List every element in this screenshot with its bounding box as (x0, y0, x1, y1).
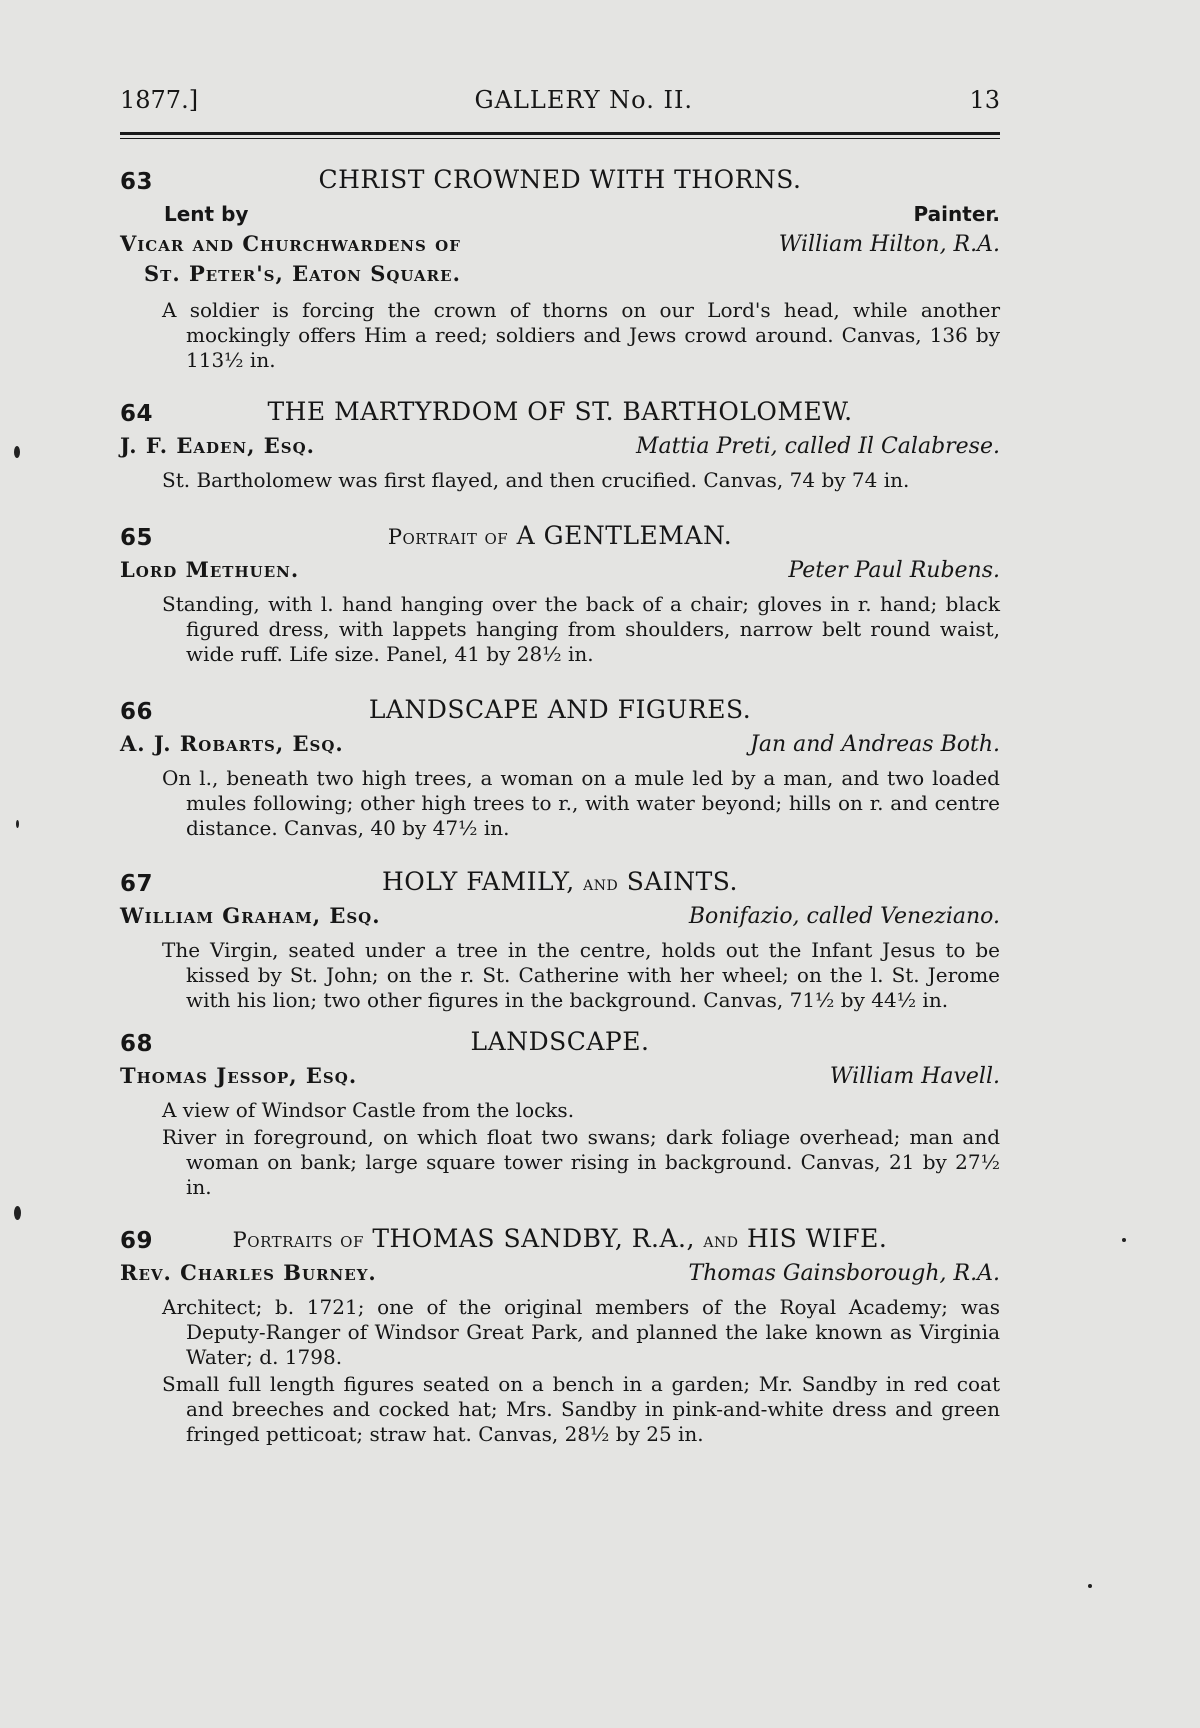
lender-line (120, 729, 1000, 760)
entry-title-line (120, 1027, 1000, 1061)
header-rule-thick (120, 132, 1000, 135)
entry-title-connector: and (703, 1228, 739, 1252)
lender-line (120, 555, 1000, 586)
painter-name: Peter Paul Rubens. (788, 558, 1000, 583)
entry-description: On l., beneath two high trees, a woman on a mule led by a man, and two loaded mules following; other high trees to r., with water beyond; hills on r. and centre distance. Canvas, 40 by 47½ in. (162, 766, 1000, 840)
entry-title: THOMAS SANDBY, R.A., (372, 1224, 695, 1253)
entry-title-line (120, 1224, 1000, 1258)
entry-description: Standing, with l. hand hanging over the back of a chair; gloves in r. hand; black figured dress, with lappets hanging from shoulders, narrow belt round waist, wide ruff. Life size. Panel, 41 by 28½ in. (162, 592, 1000, 666)
entry-number: 64 (120, 401, 154, 427)
entry-title-prefix: Portrait of (387, 525, 509, 549)
page-content (120, 86, 1000, 1447)
painter-name: William Havell. (829, 1064, 1000, 1089)
painter-heading: Painter. (913, 202, 1000, 226)
entry-title: LANDSCAPE. (470, 1027, 650, 1056)
painter-name: Jan and Andreas Both. (750, 732, 1000, 757)
entry-title-line (120, 867, 1000, 901)
catalogue-entry (120, 165, 1000, 373)
page-number: 13 (969, 86, 1000, 114)
painter-name: Bonifazio, called Veneziano. (688, 904, 1000, 929)
scan-speck (14, 1206, 21, 1220)
painter-name: William Hilton, R.A. (778, 232, 1000, 257)
entry-number: 69 (120, 1228, 154, 1254)
entry-title-line (120, 695, 1000, 729)
year-label: 1877.] (120, 86, 199, 114)
lender-name: Thomas Jessop, Esq. (120, 1063, 358, 1088)
entry-title-line (120, 165, 1000, 199)
scan-speck (1088, 1584, 1092, 1588)
lender-name: Rev. Charles Burney. (120, 1260, 377, 1285)
entry-title-end: HIS WIFE. (746, 1224, 888, 1253)
entry-title-connector: and (583, 871, 619, 895)
entry-number: 63 (120, 169, 154, 195)
lender-name-continued: St. Peter's, Eaton Square. (144, 261, 461, 286)
entry-description: St. Bartholomew was first flayed, and then crucified. Canvas, 74 by 74 in. (162, 468, 910, 492)
lender-name: A. J. Robarts, Esq. (120, 731, 344, 756)
header-rule-thin (120, 138, 1000, 139)
entry-title-line (120, 521, 1000, 555)
entry-description: A soldier is forcing the crown of thorns on our Lord's head, while another mockingly offers Him a reed; soldiers and Jews crowd around. Canvas, 136 by 113½ in. (162, 298, 1000, 372)
entry-title-line (120, 397, 1000, 431)
entry-description-continued: Small full length figures seated on a bench in a garden; Mr. Sandby in red coat and breeches and cocked hat; Mrs. Sandby in pink-and-white dress and green fringed petticoat; straw hat. Canvas, 28½ by 25 in. (162, 1372, 1000, 1446)
catalogue-entry (120, 521, 1000, 667)
entry-title: HOLY FAMILY, (382, 867, 575, 896)
lender-line (120, 901, 1000, 932)
lender-name: Vicar and Churchwardens of (120, 231, 461, 256)
column-headings (120, 199, 1000, 229)
lender-line (120, 1258, 1000, 1289)
entry-description: A view of Windsor Castle from the locks. (162, 1098, 575, 1122)
entry-description: Architect; b. 1721; one of the original members of the Royal Academy; was Deputy-Ranger of Windsor Great Park, and planned the lake known as Virginia Water; d. 1798. (162, 1295, 1000, 1369)
entry-number: 65 (120, 525, 154, 551)
catalogue-entry (120, 1027, 1000, 1200)
lender-line (120, 1061, 1000, 1092)
entry-title: A GENTLEMAN. (516, 521, 733, 550)
entry-title: THE MARTYRDOM OF ST. BARTHOLOMEW. (267, 397, 853, 426)
lender-name: William Graham, Esq. (120, 903, 381, 928)
gallery-title: GALLERY No. II. (474, 86, 694, 114)
entry-title: LANDSCAPE AND FIGURES. (368, 695, 752, 724)
lent-by-heading: Lent by (164, 202, 249, 226)
painter-name: Thomas Gainsborough, R.A. (688, 1261, 1000, 1286)
scan-speck (1122, 1238, 1126, 1242)
entry-title-prefix: Portraits of (232, 1228, 364, 1252)
painter-name: Mattia Preti, called Il Calabrese. (635, 434, 1000, 459)
entry-number: 66 (120, 699, 154, 725)
entry-title: CHRIST CROWNED WITH THORNS. (318, 165, 802, 194)
entry-description: The Virgin, seated under a tree in the centre, holds out the Infant Jesus to be kissed by St. John; on the r. St. Catherine with her wheel; on the l. St. Jerome with his lion; two other figures in the background. Canvas, 71½ by 44½ in. (162, 938, 1000, 1012)
lender-name: J. F. Eaden, Esq. (120, 433, 315, 458)
entry-description-continued: River in foreground, on which float two swans; dark foliage overhead; man and woman on bank; large square tower rising in background. Canvas, 21 by 27½ in. (162, 1125, 1000, 1199)
entry-number: 67 (120, 871, 154, 897)
entry-number: 68 (120, 1031, 154, 1057)
entry-title-end: SAINTS. (626, 867, 738, 896)
catalogue-entry (120, 397, 1000, 493)
lender-line (120, 431, 1000, 462)
catalogue-entry (120, 867, 1000, 1013)
lender-line (120, 229, 1000, 260)
scan-speck (14, 446, 20, 458)
catalogue-entry (120, 1224, 1000, 1447)
lender-name: Lord Methuen. (120, 557, 300, 582)
scan-speck (16, 820, 19, 828)
catalogue-entry (120, 695, 1000, 841)
running-head (120, 86, 1000, 122)
